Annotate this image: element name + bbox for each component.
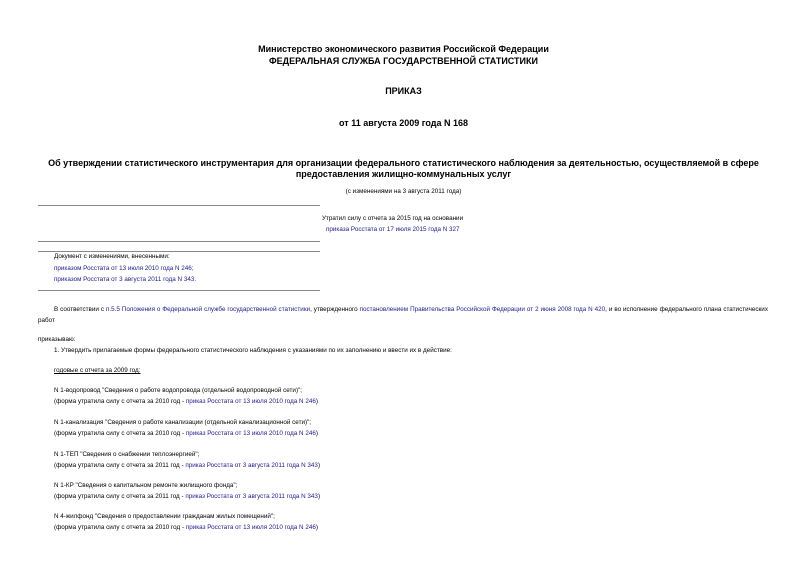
form-note bbox=[54, 524, 318, 531]
decree-link[interactable]: постановлением Правительства Российской Федерации от 2 июня 2008 года N 420 bbox=[359, 306, 606, 313]
form-note-link[interactable]: приказ Росстата от 3 августа 2011 года N 343 bbox=[185, 462, 318, 469]
form-name: N 1-водопровод "Сведения о работе водопровода (отдельной водопроводной сети)"; bbox=[54, 387, 303, 394]
divider bbox=[38, 205, 320, 206]
form-note bbox=[54, 462, 320, 469]
form-note-close: ) bbox=[315, 524, 318, 531]
form-note-text: (форма утратила силу с отчета за 2011 год - bbox=[54, 462, 186, 469]
form-name: N 1-КР "Сведения о капитальном ремонте жилищного фонда"; bbox=[54, 482, 238, 489]
status-link[interactable]: приказа Росстата от 17 июля 2015 года N 327 bbox=[326, 226, 460, 233]
divider bbox=[38, 290, 320, 291]
ministry-heading: Министерство экономического развития Российской Федерации bbox=[258, 44, 549, 54]
amendments-intro: Документ с изменениями, внесенными: bbox=[54, 253, 170, 260]
annual-heading: годовые с отчета за 2009 год: bbox=[54, 367, 141, 374]
form-note-text: (форма утратила силу с отчета за 2010 год - bbox=[54, 524, 186, 531]
form-name: N 4-жилфонд "Сведения о предоставлении гражданам жилых помещений"; bbox=[54, 513, 275, 520]
form-name: N 1-ТЕП "Сведения о снабжении теплоэнергией"; bbox=[54, 451, 200, 458]
divider bbox=[38, 241, 320, 242]
order-word: приказываю: bbox=[38, 336, 76, 343]
form-note-link[interactable]: приказ Росстата от 13 июля 2010 года N 246 bbox=[185, 430, 316, 437]
form-note-link[interactable]: приказ Росстата от 3 августа 2011 года N 343 bbox=[185, 493, 318, 500]
form-note-close: ) bbox=[317, 493, 321, 500]
form-note-text: (форма утратила силу с отчета за 2011 год - bbox=[54, 493, 186, 500]
divider bbox=[38, 251, 320, 252]
form-note bbox=[54, 398, 318, 405]
form-note-text: (форма утратила силу с отчета за 2010 год - bbox=[54, 398, 186, 405]
preamble-text: В соответствии с bbox=[54, 306, 106, 313]
date-number: от 11 августа 2009 года N 168 bbox=[339, 118, 468, 128]
doc-type: ПРИКАЗ bbox=[385, 86, 422, 96]
preamble-text: , утвержденного bbox=[310, 306, 360, 313]
form-note-link[interactable]: приказ Росстата от 13 июля 2010 года N 246 bbox=[185, 398, 316, 405]
regulation-link[interactable]: п.5.5 Положения о Федеральной службе государственной статистики bbox=[105, 306, 311, 313]
amendment-link[interactable]: приказом Росстата от 3 августа 2011 года N 343. bbox=[54, 276, 197, 283]
changes-note: (с изменениями на 3 августа 2011 года) bbox=[345, 188, 462, 195]
amendment-link[interactable]: приказом Росстата от 13 июля 2010 года N 246; bbox=[54, 265, 194, 272]
preamble-text: , и во исполнение федерального плана статистических работ bbox=[38, 306, 768, 324]
form-note-close: ) bbox=[315, 398, 318, 405]
document-title: Об утверждении статистического инструментария для организации федерального статистического наблюдения за деятельностью, осуществляемой в сфере предоставления жилищно-коммунальных услуг bbox=[48, 158, 759, 179]
form-note bbox=[54, 430, 318, 437]
form-note bbox=[54, 493, 320, 500]
form-note-close: ) bbox=[315, 430, 318, 437]
form-note-text: (форма утратила силу с отчета за 2010 год - bbox=[54, 430, 186, 437]
preamble-paragraph bbox=[38, 304, 768, 326]
service-heading: ФЕДЕРАЛЬНАЯ СЛУЖБА ГОСУДАРСТВЕННОЙ СТАТИСТИКИ bbox=[269, 56, 538, 66]
form-note-link[interactable]: приказ Росстата от 13 июля 2010 года N 246 bbox=[185, 524, 316, 531]
status-text: Утратил силу с отчета за 2015 год на основании bbox=[322, 215, 464, 222]
form-note-close: ) bbox=[317, 462, 321, 469]
form-name: N 1-канализация "Сведения о работе канализации (отдельной канализационной сети)"; bbox=[54, 419, 312, 426]
item-1: 1. Утвердить прилагаемые формы федерального статистического наблюдения с указаниями по их заполнению и ввести их в действие: bbox=[54, 347, 452, 354]
